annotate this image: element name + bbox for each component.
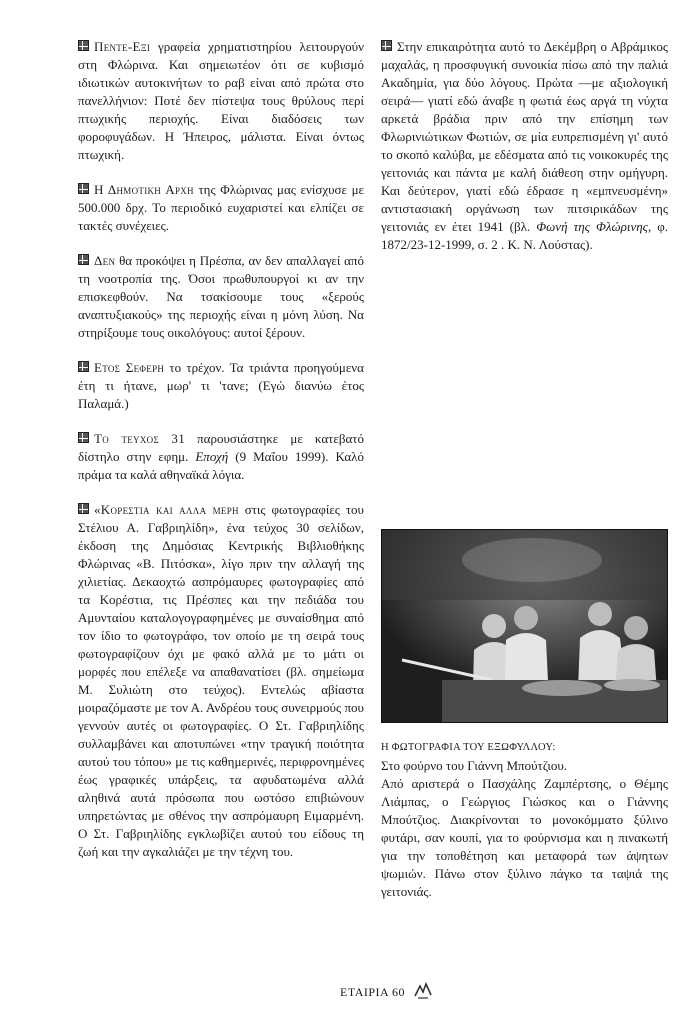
bullet-icon	[78, 503, 89, 514]
paragraph-lead: «Κορεστια και αλλα μερη	[94, 502, 239, 517]
newspaper-title: Εποχή	[195, 449, 229, 464]
newspaper-title: Φωνή της Φλώρινης	[536, 219, 648, 234]
paragraph-issue-31	[78, 430, 364, 484]
caption-subtitle: Στο φούρνο του Γιάννη Μπούτζιου.	[381, 758, 568, 773]
photo-caption	[381, 739, 668, 901]
paragraph-lead: Δεν	[94, 253, 116, 268]
bullet-icon	[78, 432, 89, 443]
bullet-icon	[78, 183, 89, 194]
paragraph-text: Στην επικαιρότητα αυτό το Δεκέμβρη ο Αβράμικος μαχαλάς, η προσφυγική συνοικία πίσω από την παλιά Ακαδημία, για δύο λόγους. Πρώτα —με αξιολογική σειρά— γιατί εδώ άναβε η φωτιά έως αργά τη νύχτα αρκετά βράδια πριν από την επίσημη των Φλωρινιώτικων Φωτιών, σε μία ευπρεπισμένη γι' αυτό το σκοπό καλύβα, με εδέσματα από τις νοικοκυρές της γειτονιάς και πάντα με καλή διάθεση στην ομήγυρη. Και δεύτερον, γιατί εδώ έδρασε η «εμπνευσμένη» αντιστασιακή οργάνωση των πιτσιρικάδων της γειτονιάς εν έτει 1941 (βλ.	[381, 39, 668, 234]
bullet-icon	[381, 40, 392, 51]
paragraph-lead: Το τευχος 31	[94, 431, 185, 446]
left-column	[78, 38, 364, 861]
paragraph-text: γραφεία χρηματιστηρίου λειτουργούν στη Φλώρινα. Και σημειωτέον ότι σε κυβισμό ιδιωτικών αυτοκινήτων το ραβ είναι από πρώτα στο πανελλήνιον: Ποτέ δεν πίστεψα τους θρύλους περί πτωχικής περιοχής. Είναι διαδόσεις των φοροφυγάδων. Η Ήπειρος, μάλιστα. Είναι όντως πτωχική.	[78, 39, 364, 162]
caption-title: Η ΦΩΤΟΓΡΑΦΙΑ ΤΟΥ ΕΞΩΦΥΛΛΟΥ:	[381, 742, 556, 753]
bakery-scene-illustration	[382, 530, 667, 722]
paragraph-korestia	[78, 501, 364, 861]
paragraph-text: στις φωτογραφίες του Στέλιου Α. Γαβριηλίδη», ένα τεύχος 30 σελίδων, έκδοση της Δημόσιας Κεντρικής Βιβλιοθήκης Φλώρινας «Β. Πιτόσκα», λίγο πριν την αλλαγή της χιλιετίας. Δεκαοχτώ ασπρόμαυρες φωτογραφίες από τα Κορέστια, τις Πρέσπες και την πεδιάδα του Αμυνταίου καταλογογραφημένες με συναίσθημα από τον ίδιο το φωτογράφο, τον οποίο με τη σειρά τους φωτογραφίζουν όχι με φακό αλλά με το μάτι οι μορφές που επέλεξε να απαθανατίσει (βλ. σημείωμα Μ. Συλιώτη στο τεύχος). Εντελώς αβίαστα μοιραζόμαστε με τον Α. Ανδρέου τους συνειρμούς που γεννούν αυτές οι φωτογραφίες. Ο Στ. Γαβριηλίδης συλλαμβάνει και αποτυπώνει «την τραγική ποιότητα αυτού του τόπου» με τις καθημερινές, περιφρονημένες έως γραφικές υπάρξεις, τα αφυδατωμένα αλλά αληθινά αυτά πρόσωπα που ωστόσο επιβιώνουν υπηρετώντας με σθένος την ασπρόμαυρη Ειμαρμένη. Ο Στ. Γαβριηλίδης εγκλωβίζει αυτού του είδους τη ζωή και την αγκαλιάζει με την τέχνη του.	[78, 502, 364, 859]
paragraph-avramikos	[381, 38, 668, 254]
journal-name: ΕΤΑΙΡΙΑ	[340, 985, 389, 999]
paragraph-text: (9 Μαΐου 1999). Καλό πράμα τα καλά αθηναϊκά λόγια.	[78, 449, 364, 482]
paragraph-text: παρουσιάστηκε με κατεβατό δίστηλο στην εφημ.	[78, 431, 364, 464]
paragraph-brokers	[78, 38, 364, 164]
paragraph-text: , φ. 1872/23-12-1999, σ. 2 . Κ. Ν. Λούστας).	[381, 219, 668, 252]
caption-text: Από αριστερά ο Πασχάλης Ζαμπέρτσης, ο Θέμης Λιάμπας, ο Γεώργιος Γιώσκος και ο Γιάννης Μπούτζιος. Διακρίνονται το μονοκόμματο ξύλινο φυτάρι, σαν κουπί, για το φούρνισμα και η πινακωτή για την τοποθέτηση και μεταφορά των άψητων ψωμιών. Πάνω στον ξύλινο πάγκο τα ταψιά της γειτονιάς.	[381, 776, 668, 899]
paragraph-text: θα προκόψει η Πρέσπα, αν δεν απαλλαγεί από τη νοοτροπία της. Όσοι πρωθυπουργοί κι αν την επισκεφθούν. Να τσακίσουμε τους «ξερούς αναπτυξιακούς» της περιοχής είναι η μόνη λύση. Να στηρίξουμε τους οικολόγους: αυτοί ξέρουν.	[78, 253, 364, 340]
footer-ornament-icon	[412, 980, 434, 1000]
paragraph-prespa	[78, 252, 364, 342]
paragraph-text: το τρέχον. Τα τριάντα προηγούμενα έτη τι ήτανε, μωρ' τι 'τανε; (Εγώ διανύω έτος Παλαμά.)	[78, 360, 364, 411]
page-number: 60	[392, 985, 406, 999]
page-footer	[340, 985, 405, 1000]
paragraph-seferis	[78, 359, 364, 413]
paragraph-lead: Πεντε-Εξι	[94, 39, 151, 54]
bullet-icon	[78, 254, 89, 265]
paragraph-text: της Φλώρινας μας ενίσχυσε με 500.000 δρχ. Το περιοδικό ευχαριστεί και ελπίζει σε τακτές συνέχειες.	[78, 182, 365, 233]
cover-photograph	[381, 529, 668, 723]
paragraph-municipality	[78, 181, 364, 235]
paragraph-lead: Η Δημοτικη Αρχη	[94, 182, 194, 197]
bullet-icon	[78, 361, 89, 372]
bullet-icon	[78, 40, 89, 51]
right-column	[381, 38, 668, 254]
paragraph-lead: Ετος Σεφερη	[94, 360, 165, 375]
